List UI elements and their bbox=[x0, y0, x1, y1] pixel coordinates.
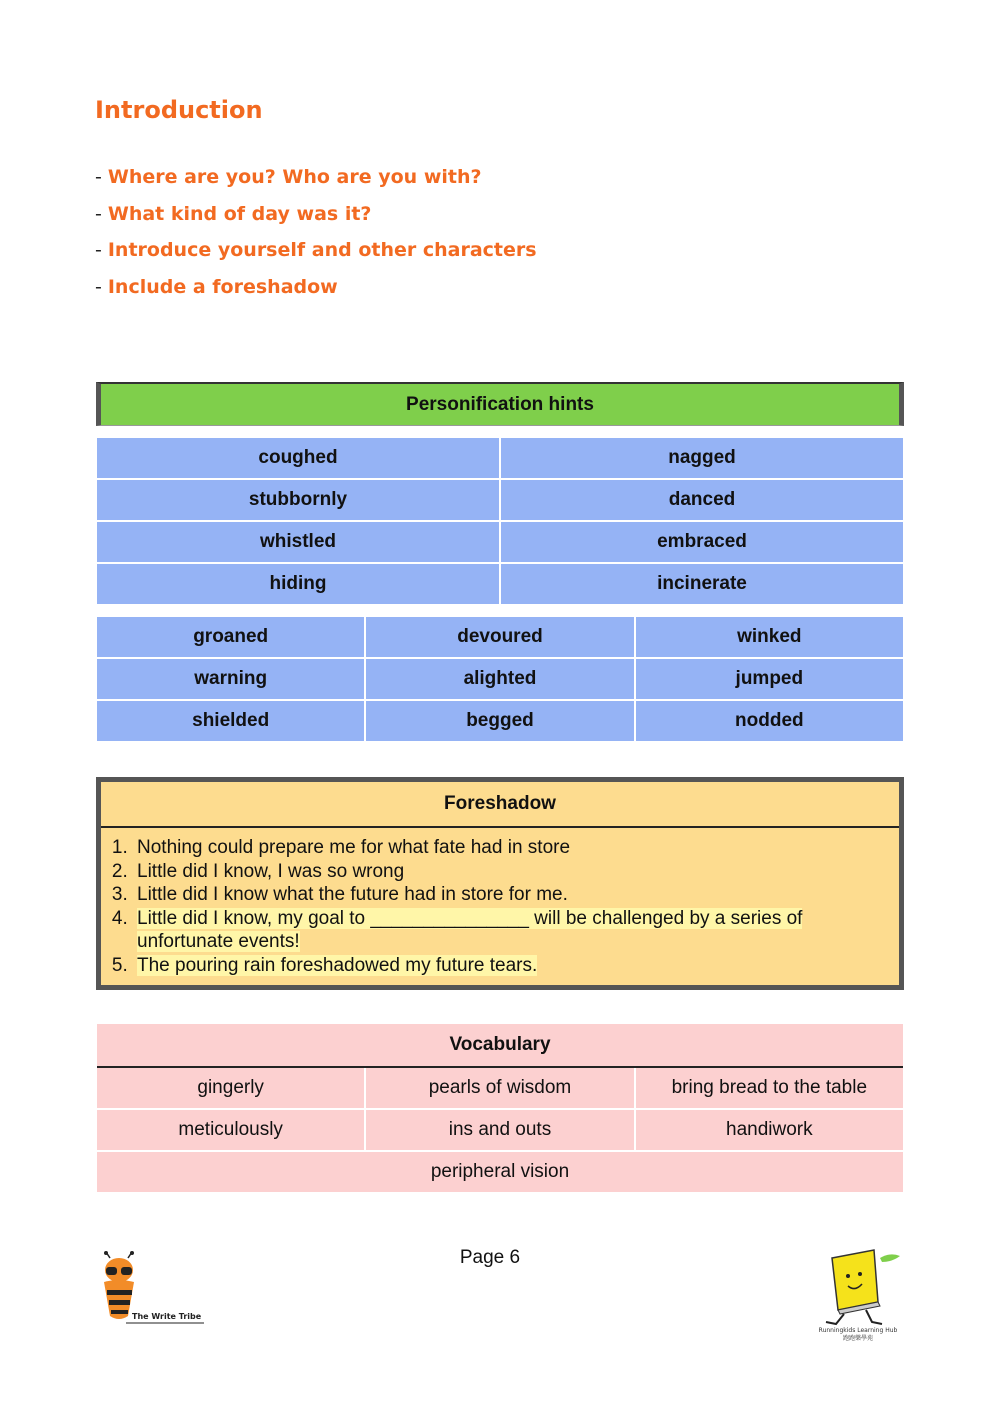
intro-bullet bbox=[95, 273, 537, 310]
intro-title: Introduction bbox=[95, 96, 263, 124]
bee-goggle bbox=[121, 1267, 132, 1275]
bee-antenna-tip bbox=[130, 1251, 134, 1255]
bullet-dash: - bbox=[95, 166, 102, 188]
bee-goggle bbox=[106, 1267, 117, 1275]
personification-word: warning bbox=[97, 659, 364, 699]
write-tribe-logo bbox=[98, 1250, 208, 1328]
vocabulary-header: Vocabulary bbox=[97, 1024, 903, 1068]
vocabulary-word: ins and outs bbox=[366, 1110, 633, 1150]
foreshadow-item bbox=[133, 954, 899, 978]
personification-word: nagged bbox=[501, 438, 903, 478]
personification-word: begged bbox=[366, 701, 633, 741]
book-eye bbox=[846, 1274, 850, 1278]
leaf-icon bbox=[880, 1254, 900, 1262]
personification-grid-two-col bbox=[97, 438, 903, 604]
runningkids-subtext: 跑跑樂學苑 bbox=[842, 1335, 874, 1342]
book-leg bbox=[826, 1314, 844, 1324]
book-eye bbox=[858, 1272, 862, 1276]
personification-word: whistled bbox=[97, 522, 499, 562]
personification-word: groaned bbox=[97, 617, 364, 657]
vocabulary-word: peripheral vision bbox=[97, 1152, 903, 1192]
intro-bullet-text: What kind of day was it? bbox=[107, 202, 372, 225]
personification-word: winked bbox=[636, 617, 903, 657]
bee-stripe bbox=[111, 1310, 128, 1314]
personification-word: jumped bbox=[636, 659, 903, 699]
foreshadow-list bbox=[101, 828, 899, 977]
intro-bullet bbox=[95, 236, 537, 273]
bullet-dash: - bbox=[95, 202, 102, 225]
foreshadow-item: 1. Nothing could prepare me for what fate had in store bbox=[133, 836, 899, 860]
foreshadow-item-text: The pouring rain foreshadowed my future tears. bbox=[137, 954, 538, 976]
personification-word: stubbornly bbox=[97, 480, 499, 520]
intro-bullet-text: Introduce yourself and other characters bbox=[107, 239, 537, 261]
vocabulary-word: meticulously bbox=[97, 1110, 364, 1150]
page-number: Page 6 bbox=[459, 1247, 521, 1268]
book-icon bbox=[832, 1250, 878, 1310]
intro-bullet-text: Where are you? Who are you with? bbox=[107, 166, 482, 188]
personification-word: incinerate bbox=[501, 564, 903, 604]
intro-bullet bbox=[95, 200, 537, 237]
personification-word: hiding bbox=[97, 564, 499, 604]
intro-bullet-text: Include a foreshadow bbox=[107, 275, 338, 298]
personification-word: nodded bbox=[636, 701, 903, 741]
intro-bullet-list bbox=[95, 163, 537, 309]
bee-stripe bbox=[107, 1290, 132, 1295]
personification-grid-three-col bbox=[97, 617, 903, 741]
vocabulary-word: gingerly bbox=[97, 1068, 364, 1108]
personification-word: alighted bbox=[366, 659, 633, 699]
write-tribe-text: The Write Tribe bbox=[132, 1312, 202, 1321]
personification-word: devoured bbox=[366, 617, 633, 657]
foreshadow-item bbox=[133, 907, 899, 954]
bullet-dash: - bbox=[95, 275, 102, 298]
foreshadow-item: 3. Little did I know what the future had in store for me. bbox=[133, 883, 899, 907]
personification-word: shielded bbox=[97, 701, 364, 741]
runningkids-text: Runningkids Learning Hub bbox=[818, 1327, 898, 1334]
vocabulary-word: bring bread to the table bbox=[636, 1068, 903, 1108]
vocabulary-grid bbox=[97, 1068, 903, 1192]
foreshadow-item: 2. Little did I know, I was so wrong bbox=[133, 860, 899, 884]
personification-word: danced bbox=[501, 480, 903, 520]
runningkids-logo bbox=[808, 1244, 908, 1344]
vocabulary-word: pearls of wisdom bbox=[366, 1068, 633, 1108]
foreshadow-box bbox=[96, 777, 904, 990]
foreshadow-item-text: Little did I know, my goal to _______________ will be challenged by a series of unfortunate events! bbox=[137, 907, 803, 952]
personification-header: Personification hints bbox=[96, 382, 904, 426]
intro-bullet bbox=[95, 163, 537, 200]
bee-antenna-tip bbox=[104, 1251, 108, 1255]
bullet-dash: - bbox=[95, 239, 102, 261]
personification-word: embraced bbox=[501, 522, 903, 562]
book-leg bbox=[866, 1310, 882, 1324]
personification-word: coughed bbox=[97, 438, 499, 478]
bee-stripe bbox=[109, 1300, 130, 1305]
foreshadow-header: Foreshadow bbox=[101, 782, 899, 828]
vocabulary-word: handiwork bbox=[636, 1110, 903, 1150]
